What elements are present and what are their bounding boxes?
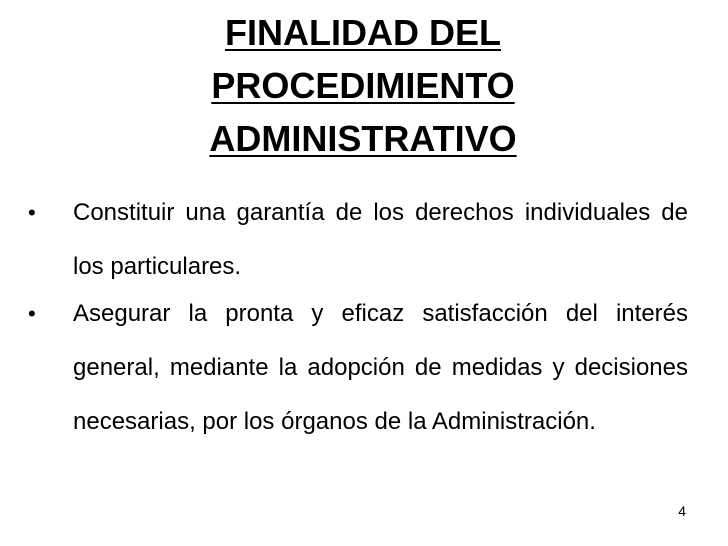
bullet-item bbox=[28, 186, 688, 294]
page-number: 4 bbox=[678, 503, 686, 519]
bullet-icon: • bbox=[28, 301, 36, 326]
title-line: FINALIDAD DEL bbox=[225, 12, 501, 53]
bullet-text: Constituir una garantía de los derechos individuales de los particulares. bbox=[73, 199, 688, 280]
slide-title bbox=[140, 6, 586, 165]
bullet-list bbox=[28, 186, 688, 449]
title-line: PROCEDIMIENTO bbox=[211, 65, 515, 106]
title-line: ADMINISTRATIVO bbox=[209, 118, 517, 159]
bullet-item bbox=[28, 287, 688, 449]
bullet-icon: • bbox=[28, 200, 36, 225]
bullet-text: Asegurar la pronta y eficaz satisfacción del interés general, mediante la adopción de medidas y decisiones necesarias, por los órganos de la Administración. bbox=[73, 300, 688, 435]
